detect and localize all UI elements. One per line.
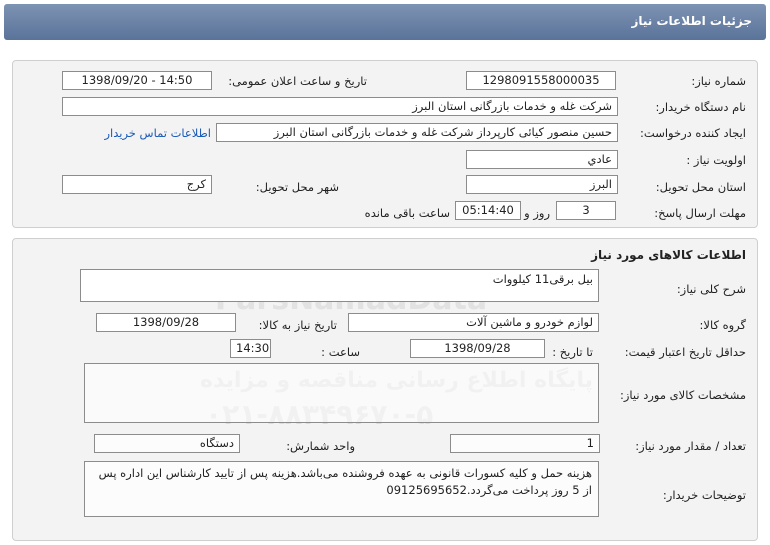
price-validity-time-label: ساعت : [321, 345, 360, 359]
goods-specs-label: مشخصات کالای مورد نیاز: [619, 388, 746, 402]
need-date-label: تاریخ نیاز به کالا: [258, 318, 337, 332]
unit-label: واحد شمارش: [286, 439, 355, 453]
response-deadline-label: مهلت ارسال پاسخ: [654, 206, 746, 220]
goods-specs-field [84, 363, 599, 423]
buyer-contact-link[interactable]: اطلاعات تماس خریدار [104, 126, 211, 140]
goods-section-title: اطلاعات کالاهای مورد نیاز [591, 248, 746, 262]
price-validity-time-field: 14:30 [230, 339, 271, 358]
buyer-org-label: نام دستگاه خریدار: [655, 100, 746, 114]
unit-field: دستگاه [94, 434, 240, 453]
page-title: جزئیات اطلاعات نیاز [631, 14, 752, 28]
request-creator-field: حسین منصور کیائی کارپرداز شرکت غله و خدمات بازرگانی استان البرز [216, 123, 618, 142]
need-date-field: 1398/09/28 [96, 313, 236, 332]
delivery-province-label: استان محل تحویل: [655, 180, 746, 194]
need-number-label: شماره نیاز: [691, 74, 746, 88]
price-validity-date-field: 1398/09/28 [410, 339, 545, 358]
need-number-field: 1298091558000035 [466, 71, 616, 90]
days-unit-label: روز و [524, 206, 550, 220]
remaining-time-field: 05:14:40 [455, 201, 521, 220]
announce-date-field: 1398/09/20 - 14:50 [62, 71, 212, 90]
page-header [4, 4, 766, 40]
priority-field: عادي [466, 150, 618, 169]
delivery-city-field: کرج [62, 175, 212, 194]
announce-date-label: تاریخ و ساعت اعلان عمومی: [228, 74, 367, 88]
time-unit-label: ساعت باقی مانده [364, 206, 450, 220]
remaining-days-field: 3 [556, 201, 616, 220]
goods-group-label: گروه کالا: [699, 318, 746, 332]
buyer-org-field: شرکت غله و خدمات بازرگانی استان البرز [62, 97, 618, 116]
quantity-label: تعداد / مقدار مورد نیاز: [635, 439, 746, 453]
general-description-label: شرح کلی نیاز: [676, 282, 746, 296]
buyer-notes-label: توضیحات خریدار: [662, 488, 746, 502]
price-validity-label: حداقل تاریخ اعتبار قیمت: [624, 345, 746, 359]
goods-group-field: لوازم خودرو و ماشین آلات [348, 313, 599, 332]
quantity-field: 1 [450, 434, 600, 453]
general-description-field: بیل برقی11 کیلووات [80, 269, 599, 302]
delivery-province-field: البرز [466, 175, 618, 194]
request-creator-label: ایجاد کننده درخواست: [640, 126, 746, 140]
delivery-city-label: شهر محل تحویل: [255, 180, 339, 194]
priority-label: اولویت نیاز : [686, 153, 746, 167]
buyer-notes-field: هزینه حمل و کلیه کسورات قانونی به عهده فروشنده می‌باشد.هزینه پس از تایید کارشناس این اداره پس از 5 روز پرداخت می‌گردد.09125695652 [84, 461, 599, 517]
until-date-label: تا تاریخ : [552, 345, 593, 359]
